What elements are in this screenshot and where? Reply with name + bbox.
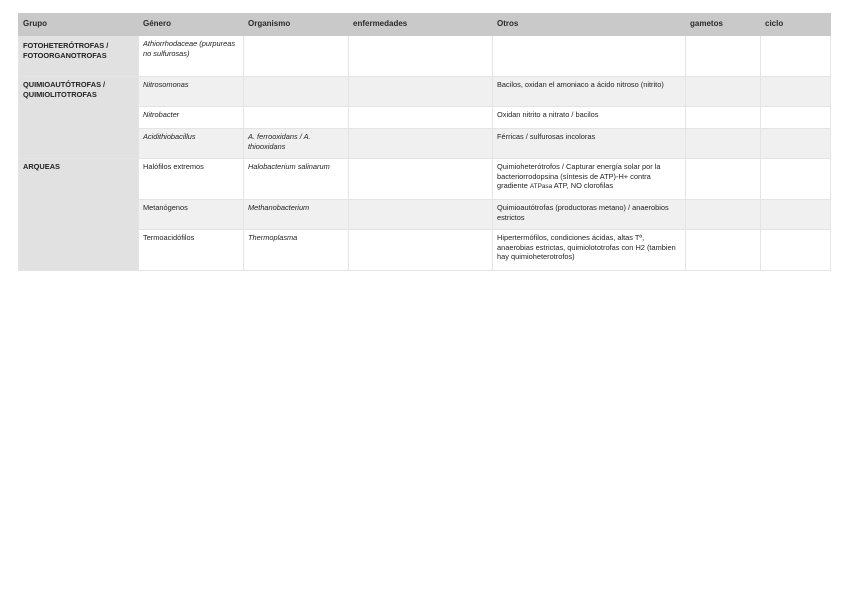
- cell-ciclo: [761, 200, 831, 230]
- cell-otros: Hipertermófilos, condiciones ácidas, altas Tª, anaerobias estrictas, quimiolototrofas con H2 (tambien hay quimioheterotrofos): [493, 230, 686, 271]
- otros-text-part: Quimioheterótrofos / Capturar energía solar por la bacteriorrodopsina (síntesis de ATP)-H+ contra gradiente: [497, 162, 661, 191]
- group-cell-fotoheterotrofas: FOTOHETERÓTROFAS / FOTOORGANOTROFAS: [19, 36, 139, 77]
- group-cell-quimioautotrofas: QUIMIOAUTÓTROFAS / QUIMIOLITOTROFAS: [19, 77, 139, 159]
- group-cell-arqueas: ARQUEAS: [19, 159, 139, 271]
- cell-ciclo: [761, 107, 831, 129]
- otros-text-part: ATP, NO clorofilas: [552, 181, 614, 191]
- header-otros: Otros: [493, 14, 686, 36]
- header-grupo: Grupo: [19, 14, 139, 36]
- cell-organismo: Thermoplasma: [244, 230, 349, 271]
- cell-otros: [493, 159, 686, 200]
- header-ciclo: ciclo: [761, 14, 831, 36]
- cell-genero: Nitrosomonas: [139, 77, 244, 107]
- cell-enfermedades: [349, 107, 493, 129]
- table-row: [19, 200, 831, 230]
- cell-gametos: [686, 77, 761, 107]
- header-genero: Género: [139, 14, 244, 36]
- otros-text-atpasa: ATPasa: [529, 183, 553, 191]
- table-row: [19, 159, 831, 200]
- cell-gametos: [686, 129, 761, 159]
- cell-otros: Bacilos, oxidan el amoniaco a ácido nitroso (nitrito): [493, 77, 686, 107]
- cell-gametos: [686, 107, 761, 129]
- cell-gametos: [686, 230, 761, 271]
- cell-enfermedades: [349, 230, 493, 271]
- cell-genero: Halófilos extremos: [139, 159, 244, 200]
- table-row: [19, 107, 831, 129]
- cell-genero: Athiorrhodaceae (purpureas no sulfurosas): [139, 36, 244, 77]
- cell-otros: Oxidan nitrito a nitrato / bacilos: [493, 107, 686, 129]
- table-row: [19, 230, 831, 271]
- header-row: [19, 14, 831, 36]
- cell-gametos: [686, 200, 761, 230]
- cell-enfermedades: [349, 159, 493, 200]
- cell-organismo: [244, 77, 349, 107]
- header-enfermedades: enfermedades: [349, 14, 493, 36]
- cell-organismo: Methanobacterium: [244, 200, 349, 230]
- cell-enfermedades: [349, 129, 493, 159]
- cell-gametos: [686, 159, 761, 200]
- cell-organismo: [244, 107, 349, 129]
- cell-otros: [493, 36, 686, 77]
- table-row: [19, 129, 831, 159]
- header-gametos: gametos: [686, 14, 761, 36]
- cell-organismo: Halobacterium salinarum: [244, 159, 349, 200]
- cell-enfermedades: [349, 200, 493, 230]
- cell-ciclo: [761, 77, 831, 107]
- classification-table: [18, 13, 831, 271]
- cell-ciclo: [761, 36, 831, 77]
- cell-enfermedades: [349, 77, 493, 107]
- table-row: [19, 36, 831, 77]
- cell-organismo: A. ferrooxidans / A. thiooxidans: [244, 129, 349, 159]
- cell-organismo: [244, 36, 349, 77]
- cell-genero: Metanógenos: [139, 200, 244, 230]
- cell-genero: Termoacidófilos: [139, 230, 244, 271]
- cell-gametos: [686, 36, 761, 77]
- header-organismo: Organismo: [244, 14, 349, 36]
- cell-otros: Férricas / sulfurosas incoloras: [493, 129, 686, 159]
- cell-ciclo: [761, 159, 831, 200]
- cell-ciclo: [761, 129, 831, 159]
- cell-genero: Acidithiobacillus: [139, 129, 244, 159]
- table-row: [19, 77, 831, 107]
- cell-ciclo: [761, 230, 831, 271]
- cell-otros: Quimioautótrofas (productoras metano) / anaerobios estrictos: [493, 200, 686, 230]
- cell-enfermedades: [349, 36, 493, 77]
- cell-genero: Nitrobacter: [139, 107, 244, 129]
